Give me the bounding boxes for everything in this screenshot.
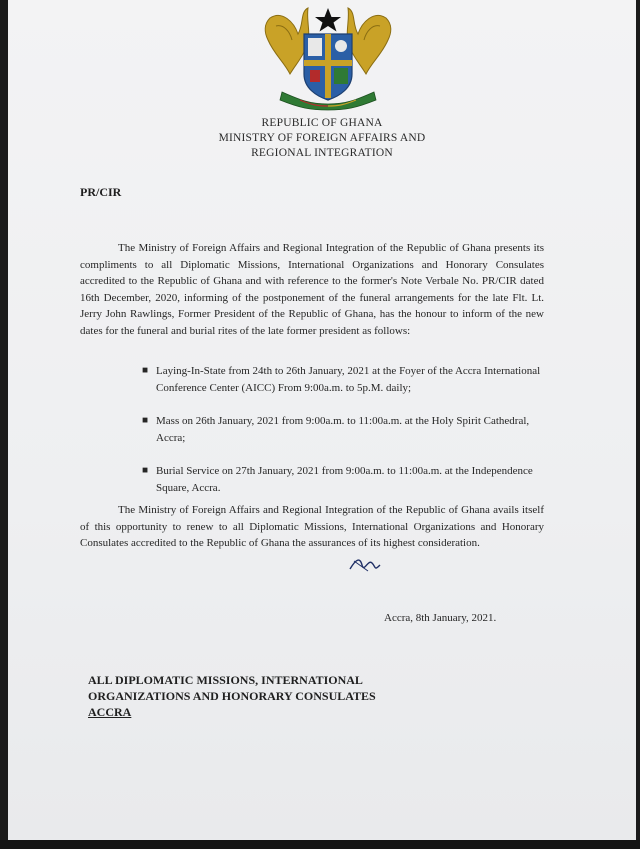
signature-initial-mark-icon [348, 555, 382, 575]
bullet-icon: ■ [142, 365, 149, 376]
reference-code: PR/CIR [80, 185, 122, 199]
recipient-address [88, 672, 376, 720]
closing-paragraph: The Ministry of Foreign Affairs and Regional Integration of the Republic of Ghana avails itself of this opportunity to renew to all Diplomatic Missions, International Organizations and Honorary Consulates accredited to the Republic of Ghana the assurances of its highest consideration. [80, 504, 544, 550]
event-list-item [134, 363, 548, 396]
dateline: Accra, 8th January, 2021. [384, 612, 497, 624]
address-line-organizations: ORGANIZATIONS AND HONORARY CONSULATES [88, 689, 376, 703]
header-line-integration: REGIONAL INTEGRATION [251, 147, 393, 159]
address-line-city: ACCRA [88, 705, 132, 719]
event-list [134, 363, 548, 514]
bullet-icon: ■ [142, 465, 149, 477]
event-laying-in-state: Laying-In-State from 24th to 26th January, 2021 at the Foyer of the Accra International Conference Center (AICC) From 9:00a.m. to 5p.M. daily; [156, 365, 541, 394]
event-list-item [134, 413, 548, 446]
letter-page [8, 0, 636, 840]
photo-bottom-edge [0, 840, 640, 849]
event-list-item [134, 463, 548, 496]
bullet-icon: ■ [142, 415, 149, 427]
event-burial-service: Burial Service on 27th January, 2021 from 9:00a.m. to 11:00a.m. at the Independence Square, Accra. [156, 465, 533, 494]
header-line-country: REPUBLIC OF GHANA [261, 117, 383, 129]
intro-paragraph: The Ministry of Foreign Affairs and Regional Integration of the Republic of Ghana presents its compliments to all Diplomatic Missions, International Organizations and Honorary Consulates accredited to the Republic of Ghana and with reference to the former's Note Verbale No. PR/CIR dated 16th December, 2020, informing of the postponement of the funeral arrangements for the late Flt. Lt. Jerry John Rawlings, Former President of the Republic of Ghana, has the honour to inform of the new dates for the funeral and burial rites of the late former president as follows: [80, 242, 544, 337]
header-line-ministry: MINISTRY OF FOREIGN AFFAIRS AND [218, 132, 426, 144]
ghana-coat-of-arms-icon [260, 4, 396, 112]
event-mass: Mass on 26th January, 2021 from 9:00a.m. to 11:00a.m. at the Holy Spirit Cathedral, Accra; [156, 415, 530, 444]
address-line-missions: ALL DIPLOMATIC MISSIONS, INTERNATIONAL [88, 673, 363, 687]
